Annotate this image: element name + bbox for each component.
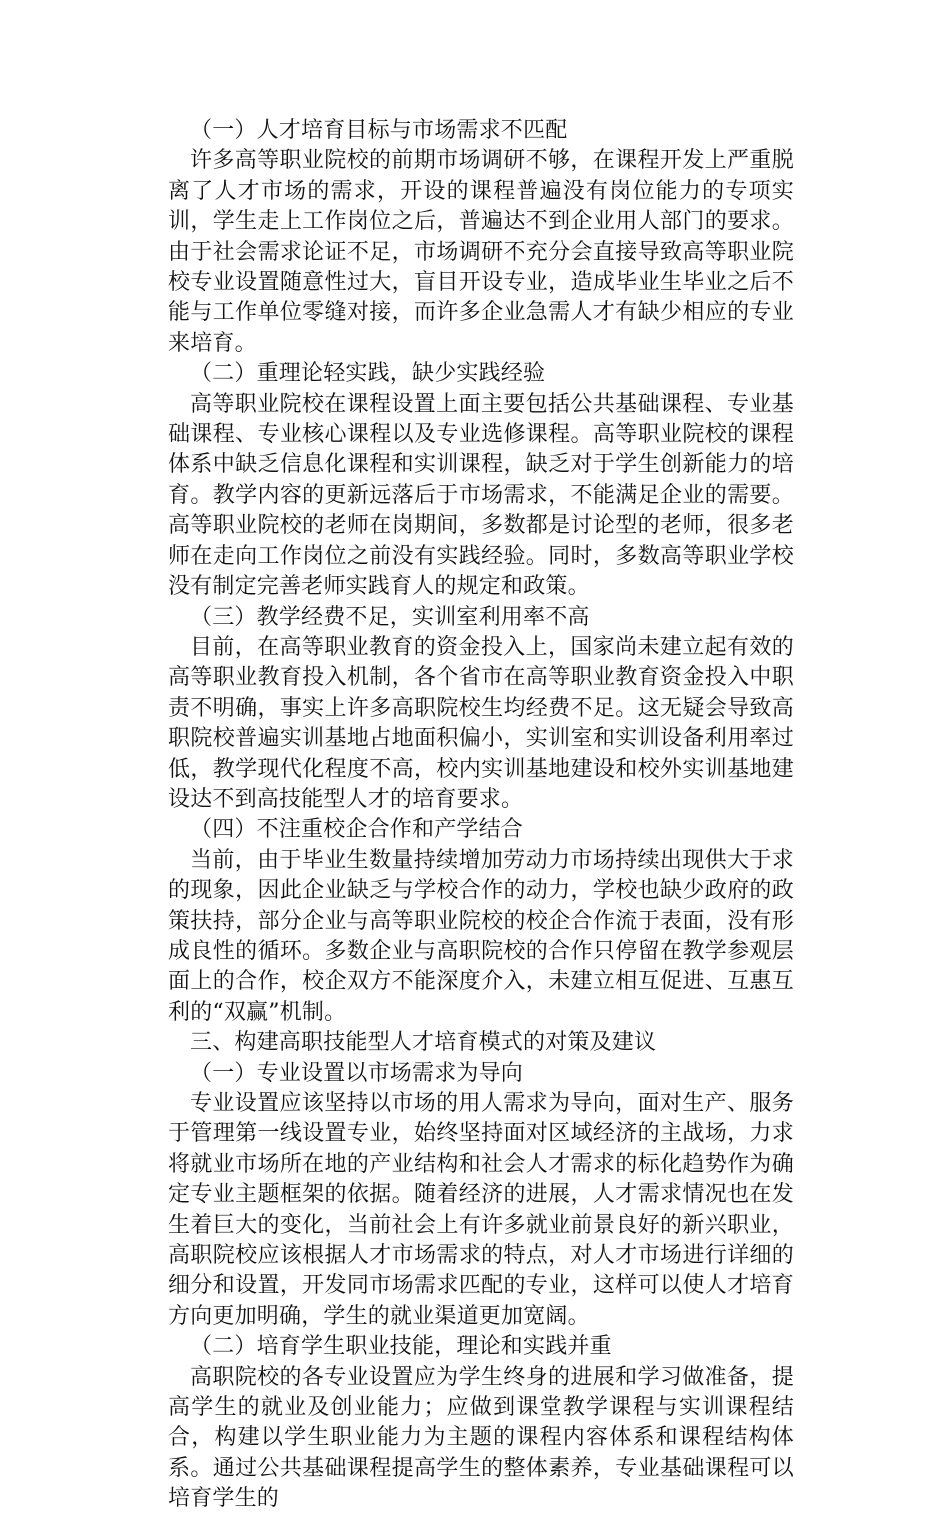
document-body — [168, 116, 794, 1515]
paragraph-talent-mismatch: 许多高等职业院校的前期市场调研不够，在课程开发上严重脱离了人才市场的需求，开设的课程普遍没有岗位能力的专项实训，学生走上工作岗位之后，普遍达不到企业用人部门的要求。由于社会需求论证不足，市场调研不充分会直接导致高等职业院校专业设置随意性过大，盲目开设专业，造成毕业生毕业之后不能与工作单位零缝对接，而许多企业急需人才有缺少相应的专业来培育。 — [168, 148, 794, 356]
paragraph-market-oriented: 专业设置应该坚持以市场的用人需求为导向，面对生产、服务于管理第一线设置专业，始终坚持面对区域经济的主战场，力求将就业市场所在地的产业结构和社会人才需求的标化趋势作为确定专业主题框架的依据。随着经济的进展，人才需求情况也在发生着巨大的变化，当前社会上有许多就业前景良好的新兴职业，高职院校应该根据人才市场需求的特点，对人才市场进行详细的细分和设置，开发同市场需求匹配的专业，这样可以使人才培育方向更加明确，学生的就业渠道更加宽阔。 — [168, 1091, 794, 1329]
section-heading-school-enterprise: （四）不注重校企合作和产学结合 — [190, 817, 524, 843]
paragraph-funding-shortage: 目前，在高等职业教育的资金投入上，国家尚未建立起有效的高等职业教育投入机制，各个省市在高等职业教育资金投入中职责不明确，事实上许多高职院校生均经费不足。这无疑会导致高职院校普遍实训基地占地面积偏小，实训室和实训设备利用率过低，教学现代化程度不高，校内实训基地建设和校外实训基地建设达不到高技能型人才的培育要求。 — [168, 634, 794, 812]
section-heading-vocational-skills: （二）培育学生职业技能，理论和实践并重 — [190, 1334, 612, 1360]
section-heading-funding-shortage: （三）教学经费不足，实训室利用率不高 — [190, 604, 590, 630]
paragraph-theory-over-practice: 高等职业院校在课程设置上面主要包括公共基础课程、专业基础课程、专业核心课程以及专业选修课程。高等职业院校的课程体系中缺乏信息化课程和实训课程，缺乏对于学生创新能力的培育。教学内容的更新远落后于市场需求，不能满足企业的需要。高等职业院校的老师在岗期间，多数都是讨论型的老师，很多老师在走向工作岗位之前没有实践经验。同时，多数高等职业学校没有制定完善老师实践育人的规定和政策。 — [168, 391, 794, 600]
section-heading-theory-over-practice: （二）重理论轻实践，缺少实践经验 — [190, 361, 546, 387]
paragraph-school-enterprise: 当前，由于毕业生数量持续增加劳动力市场持续出现供大于求的现象，因此企业缺乏与学校合作的动力，学校也缺少政府的政策扶持，部分企业与高等职业院校的校企合作流于表面，没有形成良性的循环。多数企业与高职院校的合作只停留在教学参观层面上的合作，校企双方不能深度介入，未建立相互促进、互惠互利的“双赢”机制。 — [168, 847, 794, 1025]
section-heading-talent-mismatch: （一）人才培育目标与市场需求不匹配 — [190, 118, 568, 143]
chapter-heading-countermeasures: 三、构建高职技能型人才培育模式的对策及建议 — [190, 1030, 657, 1056]
paragraph-vocational-skills: 高职院校的各专业设置应为学生终身的进展和学习做准备，提高学生的就业及创业能力；应做到课堂教学课程与实训课程结合，构建以学生职业能力为主题的课程内容体系和课程结构体系。通过公共基础课程提高学生的整体素养，专业基础课程可以培育学生的 — [168, 1364, 794, 1512]
section-heading-market-oriented: （一）专业设置以市场需求为导向 — [190, 1060, 524, 1086]
